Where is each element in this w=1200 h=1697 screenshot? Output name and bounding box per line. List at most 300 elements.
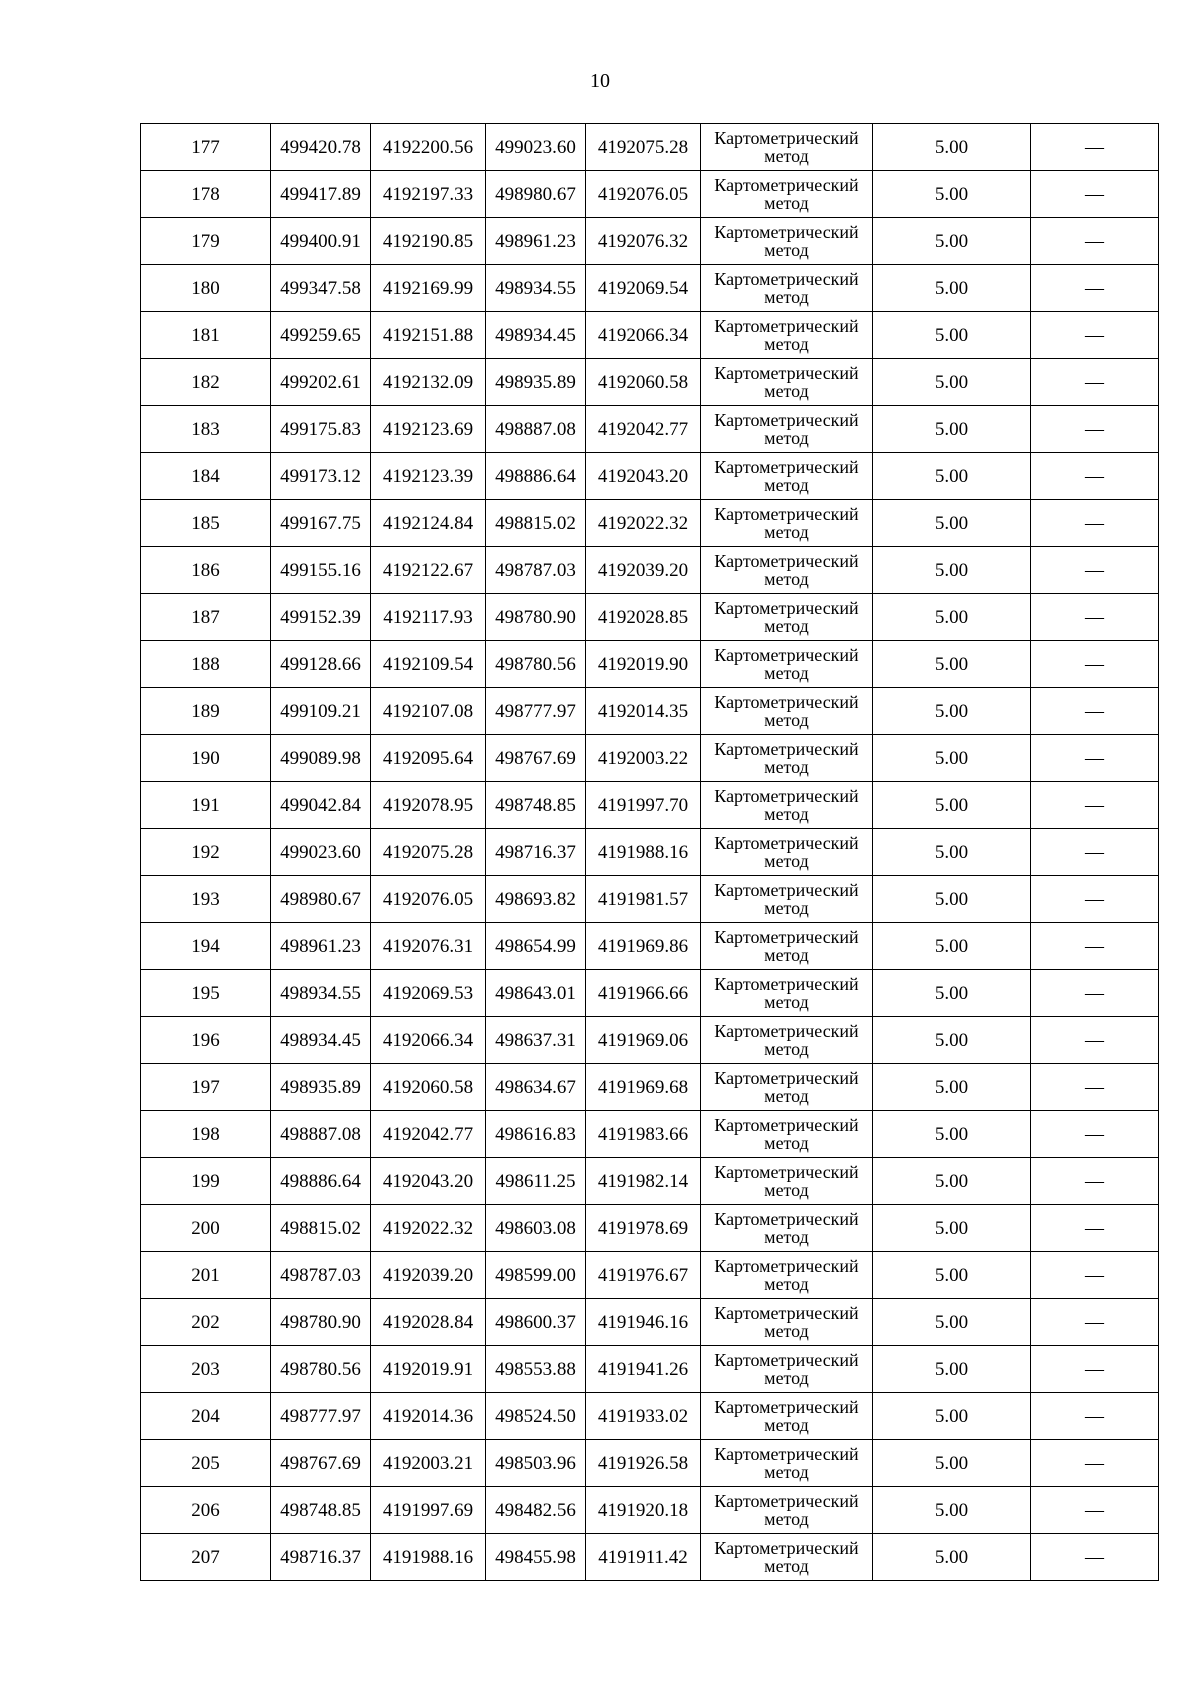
method-cell — [701, 1205, 873, 1252]
y2-cell: 4192069.54 — [586, 265, 701, 312]
method-line-2: метод — [764, 1415, 809, 1435]
point-number-cell: 196 — [141, 1017, 271, 1064]
y2-cell: 4192019.90 — [586, 641, 701, 688]
y2-cell: 4191911.42 — [586, 1534, 701, 1581]
y2-cell: 4192022.32 — [586, 500, 701, 547]
table-row — [141, 312, 1159, 359]
point-number-cell: 184 — [141, 453, 271, 500]
method-line-2: метод — [764, 898, 809, 918]
method-cell — [701, 688, 873, 735]
note-cell: — — [1031, 970, 1159, 1017]
method-cell — [701, 829, 873, 876]
y1-cell: 4192019.91 — [371, 1346, 486, 1393]
y2-cell: 4191978.69 — [586, 1205, 701, 1252]
method-line-1: Картометрический — [714, 645, 859, 665]
accuracy-cell: 5.00 — [873, 1252, 1031, 1299]
note-cell: — — [1031, 1487, 1159, 1534]
method-line-2: метод — [764, 381, 809, 401]
y1-cell: 4192123.39 — [371, 453, 486, 500]
y2-cell: 4191988.16 — [586, 829, 701, 876]
method-line-1: Картометрический — [714, 692, 859, 712]
point-number-cell: 186 — [141, 547, 271, 594]
note-cell: — — [1031, 1299, 1159, 1346]
x2-cell: 498934.55 — [486, 265, 586, 312]
y1-cell: 4192075.28 — [371, 829, 486, 876]
accuracy-cell: 5.00 — [873, 641, 1031, 688]
table-row — [141, 1205, 1159, 1252]
method-line-2: метод — [764, 1462, 809, 1482]
y2-cell: 4191969.68 — [586, 1064, 701, 1111]
method-line-2: метод — [764, 663, 809, 683]
x2-cell: 498616.83 — [486, 1111, 586, 1158]
x2-cell: 498482.56 — [486, 1487, 586, 1534]
method-line-2: метод — [764, 475, 809, 495]
x1-cell: 498934.45 — [271, 1017, 371, 1064]
method-cell — [701, 171, 873, 218]
method-cell — [701, 1346, 873, 1393]
x2-cell: 498611.25 — [486, 1158, 586, 1205]
x2-cell: 498599.00 — [486, 1252, 586, 1299]
y1-cell: 4192124.84 — [371, 500, 486, 547]
method-cell — [701, 124, 873, 171]
y1-cell: 4192151.88 — [371, 312, 486, 359]
y2-cell: 4191997.70 — [586, 782, 701, 829]
x2-cell: 498780.90 — [486, 594, 586, 641]
point-number-cell: 179 — [141, 218, 271, 265]
method-line-2: метод — [764, 1227, 809, 1247]
table-row — [141, 1064, 1159, 1111]
x1-cell: 499173.12 — [271, 453, 371, 500]
y2-cell: 4191926.58 — [586, 1440, 701, 1487]
point-number-cell: 181 — [141, 312, 271, 359]
page-number: 10 — [590, 70, 610, 92]
y1-cell: 4192095.64 — [371, 735, 486, 782]
table-row — [141, 1158, 1159, 1205]
method-line-1: Картометрический — [714, 1491, 859, 1511]
method-cell — [701, 359, 873, 406]
note-cell: — — [1031, 1205, 1159, 1252]
note-cell: — — [1031, 171, 1159, 218]
method-line-1: Картометрический — [714, 175, 859, 195]
method-line-1: Картометрический — [714, 504, 859, 524]
x1-cell: 498716.37 — [271, 1534, 371, 1581]
method-cell — [701, 1017, 873, 1064]
method-line-1: Картометрический — [714, 880, 859, 900]
table-row — [141, 829, 1159, 876]
point-number-cell: 180 — [141, 265, 271, 312]
table-row — [141, 970, 1159, 1017]
accuracy-cell: 5.00 — [873, 1440, 1031, 1487]
method-line-2: метод — [764, 804, 809, 824]
accuracy-cell: 5.00 — [873, 453, 1031, 500]
method-line-2: метод — [764, 1556, 809, 1576]
x1-cell: 498787.03 — [271, 1252, 371, 1299]
method-line-2: метод — [764, 193, 809, 213]
note-cell: — — [1031, 876, 1159, 923]
method-cell — [701, 547, 873, 594]
note-cell: — — [1031, 1017, 1159, 1064]
y2-cell: 4192043.20 — [586, 453, 701, 500]
y2-cell: 4191920.18 — [586, 1487, 701, 1534]
x2-cell: 498634.67 — [486, 1064, 586, 1111]
x2-cell: 498787.03 — [486, 547, 586, 594]
y2-cell: 4192076.05 — [586, 171, 701, 218]
method-cell — [701, 1252, 873, 1299]
y1-cell: 4192169.99 — [371, 265, 486, 312]
x1-cell: 498887.08 — [271, 1111, 371, 1158]
table-row — [141, 1440, 1159, 1487]
method-line-2: метод — [764, 240, 809, 260]
x2-cell: 498767.69 — [486, 735, 586, 782]
note-cell: — — [1031, 735, 1159, 782]
y2-cell: 4191933.02 — [586, 1393, 701, 1440]
x1-cell: 498748.85 — [271, 1487, 371, 1534]
y1-cell: 4192107.08 — [371, 688, 486, 735]
y1-cell: 4192028.84 — [371, 1299, 486, 1346]
accuracy-cell: 5.00 — [873, 829, 1031, 876]
y2-cell: 4191982.14 — [586, 1158, 701, 1205]
table-row — [141, 1393, 1159, 1440]
y2-cell: 4191969.06 — [586, 1017, 701, 1064]
method-cell — [701, 500, 873, 547]
table-row — [141, 735, 1159, 782]
accuracy-cell: 5.00 — [873, 970, 1031, 1017]
note-cell: — — [1031, 312, 1159, 359]
method-line-1: Картометрический — [714, 1115, 859, 1135]
x1-cell: 498777.97 — [271, 1393, 371, 1440]
note-cell: — — [1031, 1111, 1159, 1158]
table-row — [141, 1017, 1159, 1064]
method-line-1: Картометрический — [714, 833, 859, 853]
table-row — [141, 923, 1159, 970]
accuracy-cell: 5.00 — [873, 359, 1031, 406]
point-number-cell: 189 — [141, 688, 271, 735]
y1-cell: 4192043.20 — [371, 1158, 486, 1205]
y2-cell: 4192014.35 — [586, 688, 701, 735]
method-line-2: метод — [764, 757, 809, 777]
point-number-cell: 205 — [141, 1440, 271, 1487]
accuracy-cell: 5.00 — [873, 688, 1031, 735]
method-line-1: Картометрический — [714, 1303, 859, 1323]
x1-cell: 498780.56 — [271, 1346, 371, 1393]
method-line-1: Картометрический — [714, 1162, 859, 1182]
y1-cell: 4192076.05 — [371, 876, 486, 923]
y1-cell: 4192132.09 — [371, 359, 486, 406]
method-line-1: Картометрический — [714, 739, 859, 759]
accuracy-cell: 5.00 — [873, 923, 1031, 970]
y1-cell: 4192039.20 — [371, 1252, 486, 1299]
y2-cell: 4191981.57 — [586, 876, 701, 923]
x1-cell: 499417.89 — [271, 171, 371, 218]
y1-cell: 4191997.69 — [371, 1487, 486, 1534]
method-cell — [701, 265, 873, 312]
x2-cell: 498716.37 — [486, 829, 586, 876]
x2-cell: 498748.85 — [486, 782, 586, 829]
table-row — [141, 1111, 1159, 1158]
method-line-1: Картометрический — [714, 927, 859, 947]
accuracy-cell: 5.00 — [873, 735, 1031, 782]
table-row — [141, 688, 1159, 735]
method-line-1: Картометрический — [714, 1538, 859, 1558]
y1-cell: 4192122.67 — [371, 547, 486, 594]
method-line-1: Картометрический — [714, 1068, 859, 1088]
y2-cell: 4191983.66 — [586, 1111, 701, 1158]
table-row — [141, 171, 1159, 218]
y1-cell: 4192123.69 — [371, 406, 486, 453]
method-line-1: Картометрический — [714, 1444, 859, 1464]
coordinates-table — [140, 123, 1159, 1581]
x1-cell: 499259.65 — [271, 312, 371, 359]
x1-cell: 499347.58 — [271, 265, 371, 312]
y1-cell: 4191988.16 — [371, 1534, 486, 1581]
table-row — [141, 1487, 1159, 1534]
method-line-1: Картометрический — [714, 1256, 859, 1276]
table-row — [141, 1346, 1159, 1393]
method-cell — [701, 406, 873, 453]
note-cell: — — [1031, 829, 1159, 876]
y2-cell: 4191946.16 — [586, 1299, 701, 1346]
note-cell: — — [1031, 923, 1159, 970]
table-row — [141, 1252, 1159, 1299]
x1-cell: 498886.64 — [271, 1158, 371, 1205]
y2-cell: 4191976.67 — [586, 1252, 701, 1299]
method-line-2: метод — [764, 522, 809, 542]
method-cell — [701, 453, 873, 500]
point-number-cell: 198 — [141, 1111, 271, 1158]
x1-cell: 499023.60 — [271, 829, 371, 876]
point-number-cell: 197 — [141, 1064, 271, 1111]
y1-cell: 4192060.58 — [371, 1064, 486, 1111]
method-line-2: метод — [764, 992, 809, 1012]
table-row — [141, 218, 1159, 265]
x1-cell: 499175.83 — [271, 406, 371, 453]
table-row — [141, 594, 1159, 641]
y2-cell: 4192003.22 — [586, 735, 701, 782]
accuracy-cell: 5.00 — [873, 782, 1031, 829]
point-number-cell: 204 — [141, 1393, 271, 1440]
method-cell — [701, 1064, 873, 1111]
x2-cell: 498637.31 — [486, 1017, 586, 1064]
method-line-1: Картометрический — [714, 1350, 859, 1370]
y1-cell: 4192022.32 — [371, 1205, 486, 1252]
x2-cell: 498654.99 — [486, 923, 586, 970]
accuracy-cell: 5.00 — [873, 124, 1031, 171]
note-cell: — — [1031, 124, 1159, 171]
y1-cell: 4192069.53 — [371, 970, 486, 1017]
x2-cell: 498886.64 — [486, 453, 586, 500]
accuracy-cell: 5.00 — [873, 1064, 1031, 1111]
x2-cell: 498524.50 — [486, 1393, 586, 1440]
method-cell — [701, 923, 873, 970]
x1-cell: 499155.16 — [271, 547, 371, 594]
x1-cell: 499042.84 — [271, 782, 371, 829]
note-cell: — — [1031, 500, 1159, 547]
y2-cell: 4192039.20 — [586, 547, 701, 594]
y2-cell: 4191941.26 — [586, 1346, 701, 1393]
point-number-cell: 206 — [141, 1487, 271, 1534]
table-row — [141, 641, 1159, 688]
method-cell — [701, 312, 873, 359]
y1-cell: 4192117.93 — [371, 594, 486, 641]
y1-cell: 4192197.33 — [371, 171, 486, 218]
x2-cell: 499023.60 — [486, 124, 586, 171]
note-cell: — — [1031, 218, 1159, 265]
point-number-cell: 187 — [141, 594, 271, 641]
method-cell — [701, 1158, 873, 1205]
table-row — [141, 265, 1159, 312]
note-cell: — — [1031, 1158, 1159, 1205]
method-cell — [701, 970, 873, 1017]
point-number-cell: 203 — [141, 1346, 271, 1393]
table-row — [141, 1534, 1159, 1581]
table-row — [141, 453, 1159, 500]
method-line-2: метод — [764, 1133, 809, 1153]
accuracy-cell: 5.00 — [873, 171, 1031, 218]
note-cell: — — [1031, 453, 1159, 500]
y1-cell: 4192109.54 — [371, 641, 486, 688]
method-line-2: метод — [764, 1368, 809, 1388]
method-line-2: метод — [764, 851, 809, 871]
method-line-2: метод — [764, 1086, 809, 1106]
point-number-cell: 177 — [141, 124, 271, 171]
method-cell — [701, 1534, 873, 1581]
table-row — [141, 406, 1159, 453]
x1-cell: 499089.98 — [271, 735, 371, 782]
note-cell: — — [1031, 359, 1159, 406]
y1-cell: 4192200.56 — [371, 124, 486, 171]
point-number-cell: 188 — [141, 641, 271, 688]
method-line-2: метод — [764, 616, 809, 636]
method-line-1: Картометрический — [714, 128, 859, 148]
method-cell — [701, 782, 873, 829]
method-line-1: Картометрический — [714, 974, 859, 994]
point-number-cell: 202 — [141, 1299, 271, 1346]
method-line-2: метод — [764, 146, 809, 166]
point-number-cell: 185 — [141, 500, 271, 547]
method-line-2: метод — [764, 1321, 809, 1341]
point-number-cell: 194 — [141, 923, 271, 970]
method-line-1: Картометрический — [714, 363, 859, 383]
note-cell: — — [1031, 1534, 1159, 1581]
method-line-1: Картометрический — [714, 222, 859, 242]
note-cell: — — [1031, 1346, 1159, 1393]
accuracy-cell: 5.00 — [873, 218, 1031, 265]
point-number-cell: 199 — [141, 1158, 271, 1205]
x1-cell: 499400.91 — [271, 218, 371, 265]
method-cell — [701, 1299, 873, 1346]
method-line-1: Картометрический — [714, 598, 859, 618]
accuracy-cell: 5.00 — [873, 265, 1031, 312]
x1-cell: 499167.75 — [271, 500, 371, 547]
x1-cell: 499202.61 — [271, 359, 371, 406]
note-cell: — — [1031, 1064, 1159, 1111]
accuracy-cell: 5.00 — [873, 500, 1031, 547]
y2-cell: 4192075.28 — [586, 124, 701, 171]
method-cell — [701, 1487, 873, 1534]
y1-cell: 4192042.77 — [371, 1111, 486, 1158]
x2-cell: 498603.08 — [486, 1205, 586, 1252]
accuracy-cell: 5.00 — [873, 1017, 1031, 1064]
accuracy-cell: 5.00 — [873, 1111, 1031, 1158]
x2-cell: 498780.56 — [486, 641, 586, 688]
point-number-cell: 192 — [141, 829, 271, 876]
point-number-cell: 191 — [141, 782, 271, 829]
method-line-2: метод — [764, 428, 809, 448]
table-row — [141, 359, 1159, 406]
y2-cell: 4191969.86 — [586, 923, 701, 970]
method-line-2: метод — [764, 287, 809, 307]
note-cell: — — [1031, 1393, 1159, 1440]
y1-cell: 4192003.21 — [371, 1440, 486, 1487]
note-cell: — — [1031, 406, 1159, 453]
note-cell: — — [1031, 594, 1159, 641]
method-line-2: метод — [764, 710, 809, 730]
y2-cell: 4192060.58 — [586, 359, 701, 406]
table-row — [141, 500, 1159, 547]
method-line-2: метод — [764, 1180, 809, 1200]
x2-cell: 498935.89 — [486, 359, 586, 406]
accuracy-cell: 5.00 — [873, 406, 1031, 453]
accuracy-cell: 5.00 — [873, 312, 1031, 359]
x1-cell: 499128.66 — [271, 641, 371, 688]
x2-cell: 498815.02 — [486, 500, 586, 547]
note-cell: — — [1031, 1252, 1159, 1299]
x2-cell: 498693.82 — [486, 876, 586, 923]
accuracy-cell: 5.00 — [873, 1299, 1031, 1346]
method-cell — [701, 641, 873, 688]
method-line-1: Картометрический — [714, 269, 859, 289]
method-cell — [701, 594, 873, 641]
x1-cell: 498980.67 — [271, 876, 371, 923]
method-line-2: метод — [764, 1274, 809, 1294]
table-row — [141, 1299, 1159, 1346]
y2-cell: 4191966.66 — [586, 970, 701, 1017]
point-number-cell: 190 — [141, 735, 271, 782]
y1-cell: 4192014.36 — [371, 1393, 486, 1440]
point-number-cell: 178 — [141, 171, 271, 218]
method-line-1: Картометрический — [714, 1021, 859, 1041]
x2-cell: 498777.97 — [486, 688, 586, 735]
table-row — [141, 782, 1159, 829]
method-cell — [701, 218, 873, 265]
x1-cell: 498815.02 — [271, 1205, 371, 1252]
accuracy-cell: 5.00 — [873, 1487, 1031, 1534]
x2-cell: 498643.01 — [486, 970, 586, 1017]
method-cell — [701, 1440, 873, 1487]
x1-cell: 498780.90 — [271, 1299, 371, 1346]
method-cell — [701, 876, 873, 923]
x2-cell: 498553.88 — [486, 1346, 586, 1393]
method-line-1: Картометрический — [714, 316, 859, 336]
note-cell: — — [1031, 547, 1159, 594]
method-line-1: Картометрический — [714, 1209, 859, 1229]
accuracy-cell: 5.00 — [873, 876, 1031, 923]
method-line-2: метод — [764, 1509, 809, 1529]
method-cell — [701, 1111, 873, 1158]
method-line-1: Картометрический — [714, 457, 859, 477]
method-cell — [701, 735, 873, 782]
method-line-1: Картометрический — [714, 410, 859, 430]
method-line-1: Картометрический — [714, 1397, 859, 1417]
point-number-cell: 201 — [141, 1252, 271, 1299]
x2-cell: 498961.23 — [486, 218, 586, 265]
accuracy-cell: 5.00 — [873, 1205, 1031, 1252]
x1-cell: 499109.21 — [271, 688, 371, 735]
accuracy-cell: 5.00 — [873, 1346, 1031, 1393]
x2-cell: 498934.45 — [486, 312, 586, 359]
x1-cell: 499152.39 — [271, 594, 371, 641]
x2-cell: 498980.67 — [486, 171, 586, 218]
